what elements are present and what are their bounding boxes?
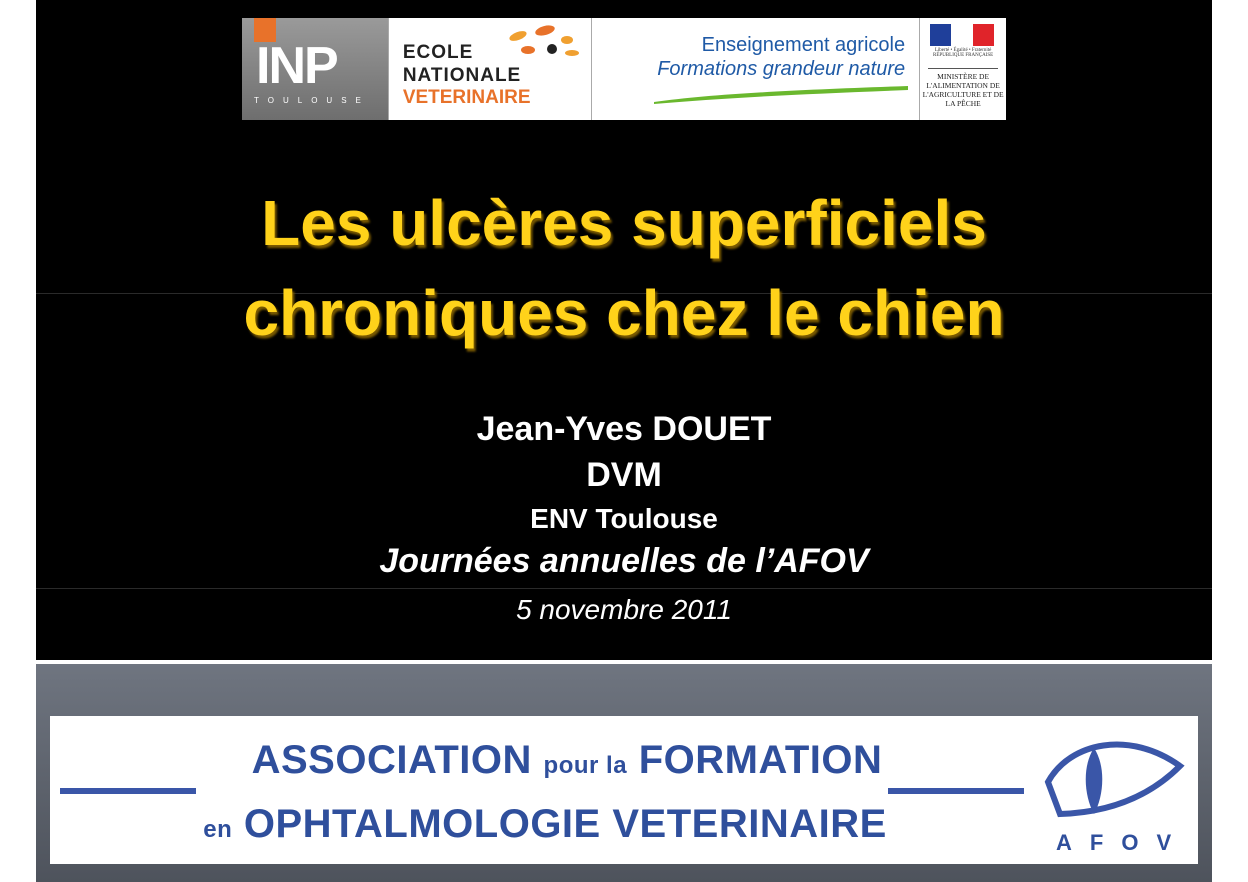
env-logo-dot — [561, 36, 573, 44]
event-date: 5 novembre 2011 — [516, 594, 732, 625]
inp-toulouse-logo — [242, 18, 388, 120]
slide-title — [36, 178, 1212, 358]
afov-eye-logo-icon — [1040, 726, 1190, 858]
author-school: ENV Toulouse — [530, 503, 718, 534]
slide — [36, 0, 1212, 660]
env-logo — [388, 18, 591, 120]
env-logo-line1: ECOLE — [402, 42, 474, 63]
afov-line1 — [212, 738, 922, 783]
afov-banner — [50, 716, 1198, 864]
afov-word: en — [203, 816, 233, 843]
agri-logo-line1: Enseignement agricole — [701, 34, 906, 56]
inp-logo-sub: TOULOUSE — [254, 96, 370, 105]
env-logo-dot — [565, 50, 579, 56]
afov-word: FORMATION — [638, 738, 883, 782]
grass-swoosh-icon — [652, 84, 912, 106]
french-flag-icon — [930, 24, 994, 46]
event-name: Journées annuelles de l’AFOV — [379, 542, 869, 580]
afov-logo-letters: AFOV — [1056, 830, 1190, 855]
author-degree: DVM — [586, 456, 662, 494]
title-line2: chroniques chez le chien — [243, 277, 1005, 349]
title-line1: Les ulcères superficiels — [261, 187, 987, 259]
env-logo-dot — [547, 44, 557, 54]
ministere-divider — [928, 68, 998, 69]
ministere-logo — [919, 18, 1006, 120]
enseignement-agricole-logo — [591, 18, 920, 120]
afov-word: pour la — [543, 752, 628, 779]
divider — [36, 588, 1212, 589]
env-logo-line3: VETERINAIRE — [402, 87, 531, 108]
banner-rule-left — [60, 788, 196, 794]
banner-rule-right — [888, 788, 1024, 794]
env-logo-dot — [508, 29, 528, 43]
env-logo-dot — [534, 24, 556, 38]
env-logo-line2: NATIONALE — [402, 65, 522, 86]
inp-logo-letters: INP — [256, 37, 337, 95]
partner-logos — [242, 18, 1006, 120]
ministere-name: MINISTÈRE DE L'ALIMENTATION DE L'AGRICULTURE ET DE LA PÊCHE — [922, 72, 1004, 108]
env-logo-dot — [521, 46, 535, 54]
afov-line2 — [190, 802, 900, 847]
afov-word: OPHTALMOLOGIE VETERINAIRE — [243, 802, 887, 846]
afov-word: ASSOCIATION — [251, 738, 532, 782]
ministere-motto: Liberté • Égalité • Fraternité RÉPUBLIQUE FRANÇAISE — [933, 48, 994, 58]
author-name: Jean-Yves DOUET — [476, 410, 772, 448]
agri-logo-line2: Formations grandeur nature — [657, 58, 906, 80]
